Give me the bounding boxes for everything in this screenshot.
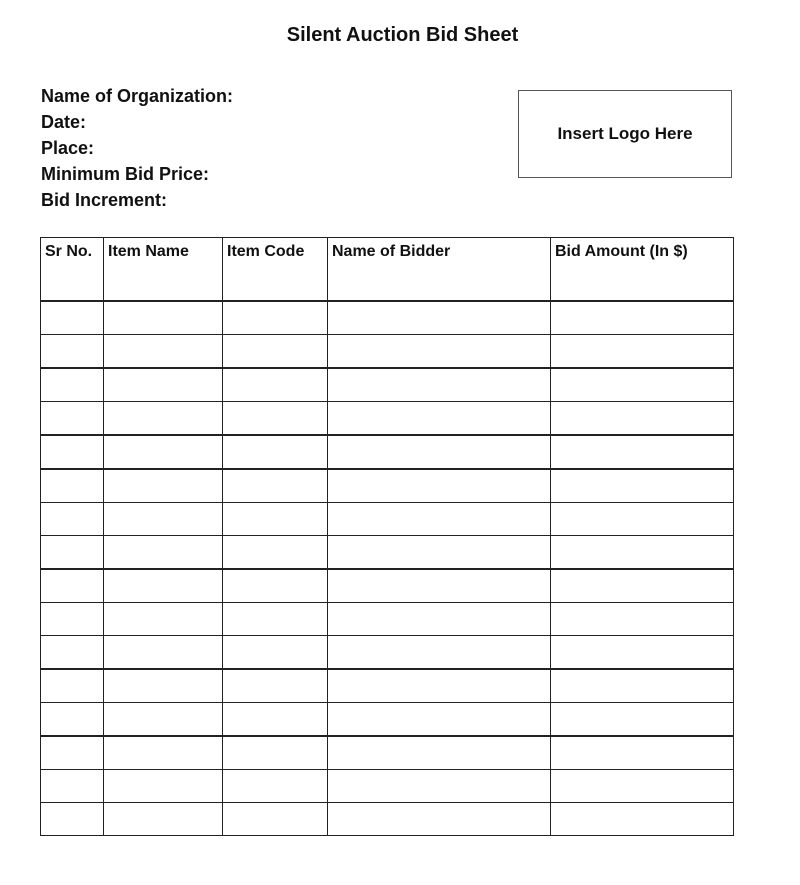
table-row <box>41 435 734 469</box>
header-bid-amount: Bid Amount (In $) <box>551 238 734 301</box>
cell-name-of-bidder[interactable] <box>328 535 551 569</box>
table-row <box>41 301 734 335</box>
logo-placeholder-box <box>518 90 732 178</box>
table-row <box>41 469 734 503</box>
cell-item-code[interactable] <box>223 635 328 669</box>
table-row <box>41 401 734 435</box>
cell-item-name[interactable] <box>104 368 223 402</box>
cell-sr-no[interactable] <box>41 736 104 770</box>
table-row <box>41 736 734 770</box>
cell-bid-amount[interactable] <box>551 535 734 569</box>
header-sr-no: Sr No. <box>41 238 104 301</box>
table-row <box>41 635 734 669</box>
organization-name-label: Name of Organization: <box>41 86 234 106</box>
header-name-of-bidder: Name of Bidder <box>328 238 551 301</box>
cell-bid-amount[interactable] <box>551 401 734 435</box>
bid-table-body <box>41 301 734 836</box>
cell-sr-no[interactable] <box>41 769 104 802</box>
cell-item-name[interactable] <box>104 702 223 736</box>
cell-name-of-bidder[interactable] <box>328 702 551 736</box>
cell-item-name[interactable] <box>104 301 223 335</box>
table-row <box>41 569 734 603</box>
cell-item-name[interactable] <box>104 502 223 535</box>
cell-item-name[interactable] <box>104 401 223 435</box>
cell-bid-amount[interactable] <box>551 502 734 535</box>
cell-sr-no[interactable] <box>41 535 104 569</box>
cell-name-of-bidder[interactable] <box>328 769 551 802</box>
cell-sr-no[interactable] <box>41 469 104 503</box>
page-title: Silent Auction Bid Sheet <box>286 24 519 46</box>
cell-name-of-bidder[interactable] <box>328 602 551 635</box>
cell-name-of-bidder[interactable] <box>328 301 551 335</box>
cell-item-name[interactable] <box>104 334 223 368</box>
cell-item-code[interactable] <box>223 569 328 603</box>
cell-name-of-bidder[interactable] <box>328 736 551 770</box>
cell-name-of-bidder[interactable] <box>328 469 551 503</box>
cell-bid-amount[interactable] <box>551 702 734 736</box>
cell-item-name[interactable] <box>104 435 223 469</box>
cell-bid-amount[interactable] <box>551 569 734 603</box>
table-row <box>41 502 734 535</box>
bid-table-header-row <box>41 238 734 301</box>
cell-bid-amount[interactable] <box>551 469 734 503</box>
cell-bid-amount[interactable] <box>551 635 734 669</box>
cell-item-name[interactable] <box>104 802 223 835</box>
cell-item-code[interactable] <box>223 769 328 802</box>
cell-item-code[interactable] <box>223 368 328 402</box>
bid-table <box>40 237 734 836</box>
table-row <box>41 368 734 402</box>
cell-item-code[interactable] <box>223 669 328 703</box>
cell-item-code[interactable] <box>223 301 328 335</box>
cell-item-name[interactable] <box>104 635 223 669</box>
cell-sr-no[interactable] <box>41 301 104 335</box>
minimum-bid-price-label: Minimum Bid Price: <box>41 164 210 184</box>
cell-name-of-bidder[interactable] <box>328 669 551 703</box>
cell-item-code[interactable] <box>223 435 328 469</box>
cell-bid-amount[interactable] <box>551 368 734 402</box>
header-item-code: Item Code <box>223 238 328 301</box>
cell-sr-no[interactable] <box>41 368 104 402</box>
cell-bid-amount[interactable] <box>551 602 734 635</box>
table-row <box>41 669 734 703</box>
cell-item-code[interactable] <box>223 802 328 835</box>
cell-item-code[interactable] <box>223 736 328 770</box>
cell-item-name[interactable] <box>104 602 223 635</box>
cell-bid-amount[interactable] <box>551 736 734 770</box>
cell-item-name[interactable] <box>104 469 223 503</box>
cell-item-code[interactable] <box>223 702 328 736</box>
cell-bid-amount[interactable] <box>551 301 734 335</box>
cell-item-name[interactable] <box>104 535 223 569</box>
cell-sr-no[interactable] <box>41 334 104 368</box>
cell-bid-amount[interactable] <box>551 769 734 802</box>
cell-item-code[interactable] <box>223 535 328 569</box>
cell-bid-amount[interactable] <box>551 334 734 368</box>
cell-sr-no[interactable] <box>41 702 104 736</box>
cell-sr-no[interactable] <box>41 435 104 469</box>
table-row <box>41 769 734 802</box>
bid-increment-label: Bid Increment: <box>41 190 168 210</box>
cell-name-of-bidder[interactable] <box>328 401 551 435</box>
table-row <box>41 802 734 835</box>
cell-name-of-bidder[interactable] <box>328 502 551 535</box>
logo-placeholder-text: Insert Logo Here <box>557 124 693 143</box>
table-row <box>41 334 734 368</box>
cell-name-of-bidder[interactable] <box>328 368 551 402</box>
cell-sr-no[interactable] <box>41 802 104 835</box>
table-row <box>41 602 734 635</box>
place-label: Place: <box>41 138 95 158</box>
cell-item-name[interactable] <box>104 736 223 770</box>
cell-item-name[interactable] <box>104 769 223 802</box>
cell-bid-amount[interactable] <box>551 669 734 703</box>
cell-name-of-bidder[interactable] <box>328 802 551 835</box>
cell-item-code[interactable] <box>223 602 328 635</box>
header-item-name: Item Name <box>104 238 223 301</box>
table-row <box>41 702 734 736</box>
cell-item-name[interactable] <box>104 569 223 603</box>
event-info-fields <box>41 83 233 213</box>
cell-sr-no[interactable] <box>41 635 104 669</box>
cell-item-code[interactable] <box>223 334 328 368</box>
cell-sr-no[interactable] <box>41 569 104 603</box>
cell-name-of-bidder[interactable] <box>328 334 551 368</box>
cell-sr-no[interactable] <box>41 669 104 703</box>
cell-sr-no[interactable] <box>41 602 104 635</box>
cell-name-of-bidder[interactable] <box>328 635 551 669</box>
cell-item-code[interactable] <box>223 469 328 503</box>
cell-item-code[interactable] <box>223 502 328 535</box>
cell-bid-amount[interactable] <box>551 435 734 469</box>
cell-name-of-bidder[interactable] <box>328 569 551 603</box>
cell-item-name[interactable] <box>104 669 223 703</box>
cell-sr-no[interactable] <box>41 401 104 435</box>
cell-sr-no[interactable] <box>41 502 104 535</box>
cell-item-code[interactable] <box>223 401 328 435</box>
table-row <box>41 535 734 569</box>
cell-name-of-bidder[interactable] <box>328 435 551 469</box>
date-label: Date: <box>41 112 87 132</box>
cell-bid-amount[interactable] <box>551 802 734 835</box>
